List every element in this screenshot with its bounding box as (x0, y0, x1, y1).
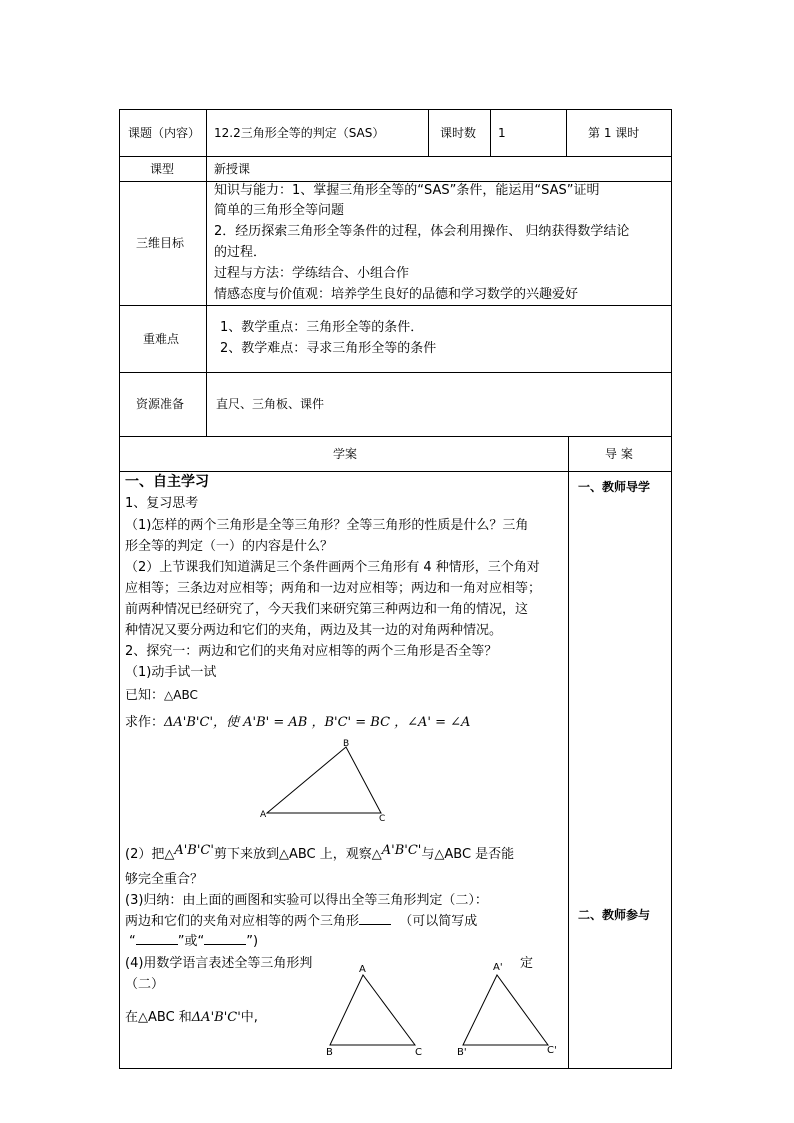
resource-value: 直尺、三角板、课件 (216, 397, 325, 411)
topic-label: 课题（内容） (128, 126, 201, 140)
case-header-right: 导 案 (605, 447, 633, 461)
study-heading: 一、自主学习 (125, 474, 209, 490)
triangle-a1b1c1-figure (455, 965, 565, 1050)
induce-line3: “ ”或“ ”) (129, 934, 259, 949)
in-line: 在△ABC 和ΔA'B'C'中, (125, 1010, 258, 1025)
induce-line1: (3)归纳：由上面的画图和实验可以得出全等三角形判定（二）： (125, 893, 488, 908)
vertex-label-b3: B' (457, 1047, 467, 1058)
triangle-abc (267, 747, 381, 813)
vertex-label-c2: C (415, 1047, 422, 1058)
key-label: 重难点 (143, 332, 180, 346)
type-value: 新授课 (214, 162, 251, 176)
answer-blank-2[interactable] (136, 944, 178, 945)
q2-line3: 前两种情况已经研究了，今天我们来研究第三种两边和一角的情况，这 (125, 602, 529, 617)
type-label: 课型 (150, 162, 175, 176)
key-point-1: 1、教学重点：三角形全等的条件． (220, 320, 424, 335)
triangle-abc-figure-2 (320, 965, 430, 1050)
q1-line1: （1)怎样的两个三角形是全等三角形？全等三角形的性质是什么？三角 (125, 518, 529, 533)
explore-heading: 2、探究一：两边和它们的夹角对应相等的两个三角形是否全等？ (125, 644, 498, 659)
q2-line2: 应相等；三条边对应相等；两角和一边对应相等；两边和一角对应相等； (125, 581, 542, 596)
hours-value: 1 (498, 126, 506, 140)
express-ding: 定 (520, 956, 534, 971)
teacher-guide: 一、教师导学 (578, 480, 651, 494)
q2-line1: （2）上节课我们知道满足三个条件画两个三角形有 4 种情形，三个角对 (125, 560, 540, 575)
teacher-participate: 二、教师参与 (578, 908, 651, 922)
step2-line2: 够完全重合？ (125, 872, 204, 887)
review-heading: 1、复习思考 (125, 496, 199, 511)
step2-line1: (2）把△A'B'C'剪下来放到△ABC 上，观察△A'B'C'与△ABC 是否能 (125, 843, 515, 862)
vertex-label-b1: B (343, 739, 350, 749)
key-point-2: 2、教学难点：寻求三角形全等的条件 (220, 341, 437, 356)
resource-label: 资源准备 (136, 397, 185, 411)
vertex-label-a1: A (260, 810, 267, 820)
goals-label: 三维目标 (136, 236, 185, 250)
period-value: 第 1 课时 (588, 126, 640, 140)
vertex-label-c1: C (379, 814, 386, 824)
vertex-label-b2: B (326, 1047, 333, 1058)
triangle-abc-2 (330, 975, 415, 1045)
vertex-label-c3: C' (547, 1045, 557, 1056)
answer-blank-1[interactable] (359, 924, 391, 925)
hours-label: 课时数 (440, 126, 477, 140)
triangle-abc-figure (255, 735, 395, 830)
vertex-label-a3: A' (493, 962, 503, 973)
triangle-a1b1c1 (463, 975, 548, 1045)
express-line2: （二） (125, 977, 165, 992)
express-line1: (4)用数学语言表述全等三角形判 (125, 956, 313, 971)
try-heading: （1)动手试一试 (125, 665, 217, 680)
known-line: 已知：△ABC (125, 688, 198, 703)
induce-line2: 两边和它们的夹角对应相等的两个三角形 （可以简写成 (125, 914, 478, 929)
answer-blank-3[interactable] (204, 944, 246, 945)
case-header-left: 学案 (333, 447, 358, 461)
topic-value: 12.2三角形全等的判定（SAS） (214, 126, 385, 140)
construct-line: 求作：ΔA'B'C'，使 A'B' = AB ，B'C' = BC ，∠A' = ∠A (125, 715, 471, 730)
q1-line2: 形全等的判定（一）的内容是什么？ (125, 539, 334, 554)
q2-line4: 种情况又要分两边和它们的夹角，两边及其一边的对角两种情况。 (125, 623, 503, 638)
vertex-label-a2: A (359, 964, 366, 975)
